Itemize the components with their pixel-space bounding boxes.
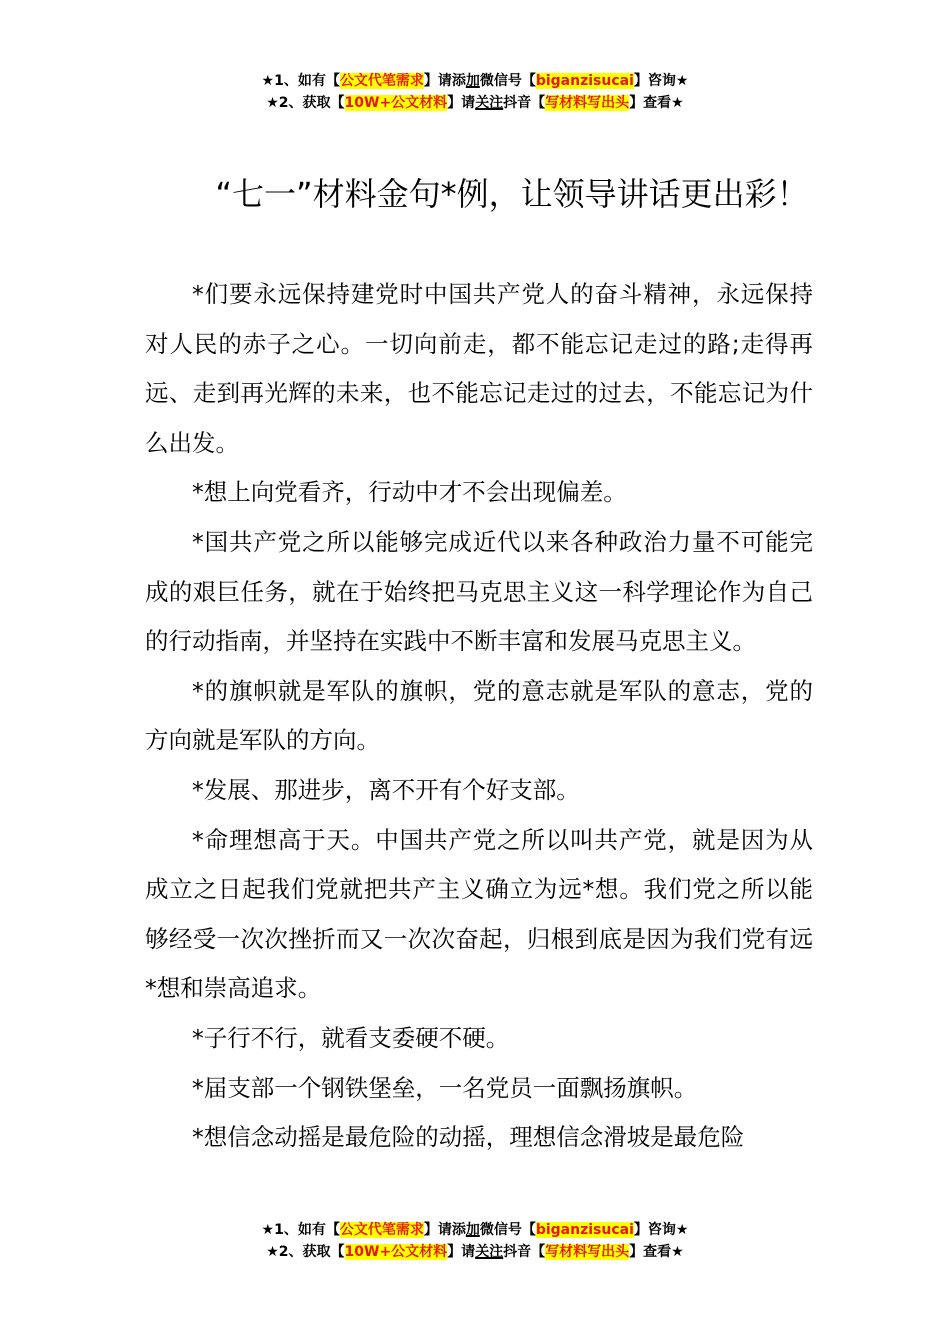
document-title: “七一”材料金句*例，让领导讲话更出彩！	[215, 175, 809, 213]
promo-line-1-mid2: 微信号【	[479, 73, 536, 89]
wechat-id-highlight: biganzisucai	[535, 1222, 634, 1238]
promo-line-2-mid: 】请	[447, 95, 476, 111]
paragraph: *们要永远保持建党时中国共产党人的奋斗精神，永远保持对人民的赤子之心。一切向前走，都不能忘记走过的路;走得再远、走到再光辉的未来，也不能忘记走过的过去，不能忘记为什么出发。	[145, 280, 813, 457]
paragraph: *发展、那进步，离不开有个好支部。	[192, 775, 580, 804]
paragraph: *命理想高于天。中国共产党之所以叫共产党，就是因为从成立之日起我们党就把共产主义确立为远*想。我们党之所以能够经受一次次挫折而又一次次奋起，归根到底是因为我们党有远*想和崇高追求。	[145, 825, 813, 1003]
promo-line-1-prefix: ★1、如有【	[261, 1222, 340, 1238]
paragraph: *届支部一个钢铁堡垒，一名党员一面飘扬旗帜。	[192, 1073, 698, 1102]
promo-line-2	[0, 92, 950, 114]
promo-line-1-suffix: 】咨询★	[633, 73, 689, 89]
promo-line-2-underlined: 关注	[475, 95, 504, 111]
promo-line-1-underlined: 加	[465, 73, 480, 89]
promo-line-1-mid2: 微信号【	[479, 1222, 536, 1238]
paragraph: *想信念动摇是最危险的动摇，理想信念滑坡是最危险	[192, 1123, 745, 1152]
promo-line-1-mid: 】请添	[423, 1222, 466, 1238]
paragraph: *国共产党之所以能够完成近代以来各种政治力量不可能完成的艰巨任务，就在于始终把马克思主义这一科学理论作为自己的行动指南，并坚持在实践中不断丰富和发展马克思主义。	[145, 527, 813, 656]
paragraph: *的旗帜就是军队的旗帜，党的意志就是军队的意志，党的方向就是军队的方向。	[145, 676, 813, 755]
promo-line-2-mid: 】请	[447, 1244, 476, 1260]
document-body	[145, 270, 813, 1163]
promo-line-1-suffix: 】咨询★	[633, 1222, 689, 1238]
promo-line-2-highlight: 10W+公文材料	[344, 1244, 448, 1260]
promo-banner-top	[0, 70, 950, 114]
promo-line-2-mid2: 抖音【	[503, 95, 546, 111]
promo-line-2-suffix: 】查看★	[629, 1244, 684, 1260]
promo-line-2-mid2: 抖音【	[503, 1244, 546, 1260]
promo-line-2-underlined: 关注	[475, 1244, 504, 1260]
douyin-account-highlight: 写材料写出头	[545, 95, 630, 111]
wechat-id-highlight: biganzisucai	[535, 73, 634, 89]
paragraph: *想上向党看齐，行动中才不会出现偏差。	[192, 478, 627, 507]
paragraph: *子行不行，就看支委硬不硬。	[192, 1023, 510, 1052]
promo-banner-bottom	[0, 1219, 950, 1263]
promo-line-1	[0, 1219, 950, 1241]
promo-line-1-highlight: 公文代笔需求	[339, 1222, 424, 1238]
promo-line-2-prefix: ★2、获取【	[266, 1244, 345, 1260]
promo-line-2	[0, 1241, 950, 1263]
promo-line-2-prefix: ★2、获取【	[266, 95, 345, 111]
promo-line-2-highlight: 10W+公文材料	[344, 95, 448, 111]
douyin-account-highlight: 写材料写出头	[545, 1244, 630, 1260]
promo-line-1	[0, 70, 950, 92]
promo-line-1-underlined: 加	[465, 1222, 480, 1238]
promo-line-1-highlight: 公文代笔需求	[339, 73, 424, 89]
promo-line-1-mid: 】请添	[423, 73, 466, 89]
promo-line-1-prefix: ★1、如有【	[261, 73, 340, 89]
promo-line-2-suffix: 】查看★	[629, 95, 684, 111]
